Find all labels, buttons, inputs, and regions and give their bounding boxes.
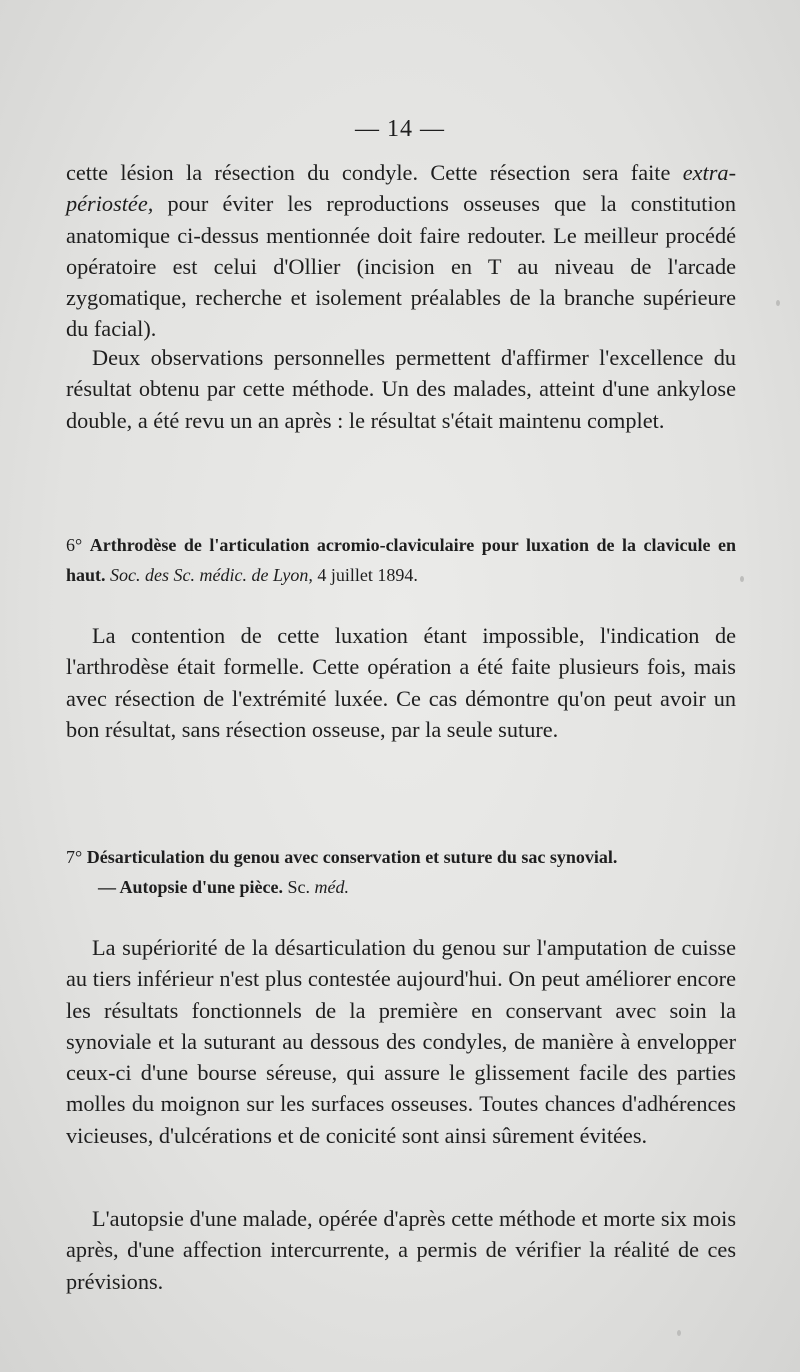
section-number: 6°	[66, 535, 83, 555]
section-number: 7°	[66, 847, 83, 867]
paragraph-autopsie: L'autopsie d'une malade, opérée d'après cette méthode et morte six mois après, d'une affection intercurrente, a permis de vérifier la réalité de ces prévisions.	[66, 1206, 736, 1294]
paper-speck	[776, 300, 780, 306]
section-heading-7	[66, 842, 736, 902]
paper-speck	[677, 1330, 681, 1336]
paragraph-arthrodese: La contention de cette luxation étant impossible, l'indication de l'arthrodèse était formelle. Cette opération a été faite plusieurs fois, mais avec résection de l'extrémité luxée. Ce cas démontre qu'on peut avoir un bon résultat, sans résection osseuse, par la seule suture.	[66, 623, 736, 742]
paragraph-condyle-resection	[66, 157, 736, 345]
publication-date: 4 juillet 1894.	[317, 565, 418, 585]
section-title: Désarticulation du genou avec conservation et suture du sac synovial.	[86, 847, 618, 867]
section-subtitle: — Autopsie d'une pièce.	[98, 877, 284, 897]
paragraph-text: pour éviter les reproductions osseuses que la constitution anatomique ci-dessus mentionnée doit faire redouter. Le meilleur procédé opératoire est celui d'Ollier (incision en T au niveau de l'arcade zygomatique, recherche et isolement préalables de la branche supérieure du facial).	[66, 191, 736, 342]
paragraph-desarticulation: La supériorité de la désarticulation du genou sur l'amputation de cuisse au tiers inférieur n'est plus contestée aujourd'hui. On peut améliorer encore les résultats fonctionnels de la première en conservant avec soin la synoviale et la suturant au dessous des condyles, de manière à envelopper ceux-ci d'une bourse séreuse, qui assure le glissement facile des parties molles du moignon sur les surfaces osseuses. Toutes chances d'adhérences vicieuses, d'ulcérations et de conicité sont ainsi sûrement évitées.	[66, 935, 736, 1148]
paragraph-text: cette lésion la résection du condyle. Cette résection sera faite	[66, 160, 671, 185]
page-number: — 14 —	[355, 116, 445, 142]
section-title: Arthrodèse de l'articulation acromio-claviculaire pour luxation de la clavicule en haut.	[66, 535, 737, 585]
italic-term: extra-périostée,	[66, 160, 736, 217]
paragraph-observations: Deux observations personnelles permettent d'affirmer l'excellence du résultat obtenu par cette méthode. Un des malades, atteint d'une ankylose double, a été revu un an après : le résultat s'était maintenu complet.	[66, 345, 736, 433]
section-heading-6	[66, 530, 736, 590]
journal-reference: Sc.	[287, 877, 311, 897]
paper-speck	[740, 576, 744, 582]
journal-reference: Soc. des Sc. médic. de Lyon,	[110, 565, 313, 585]
journal-reference-italic: méd.	[314, 877, 350, 897]
